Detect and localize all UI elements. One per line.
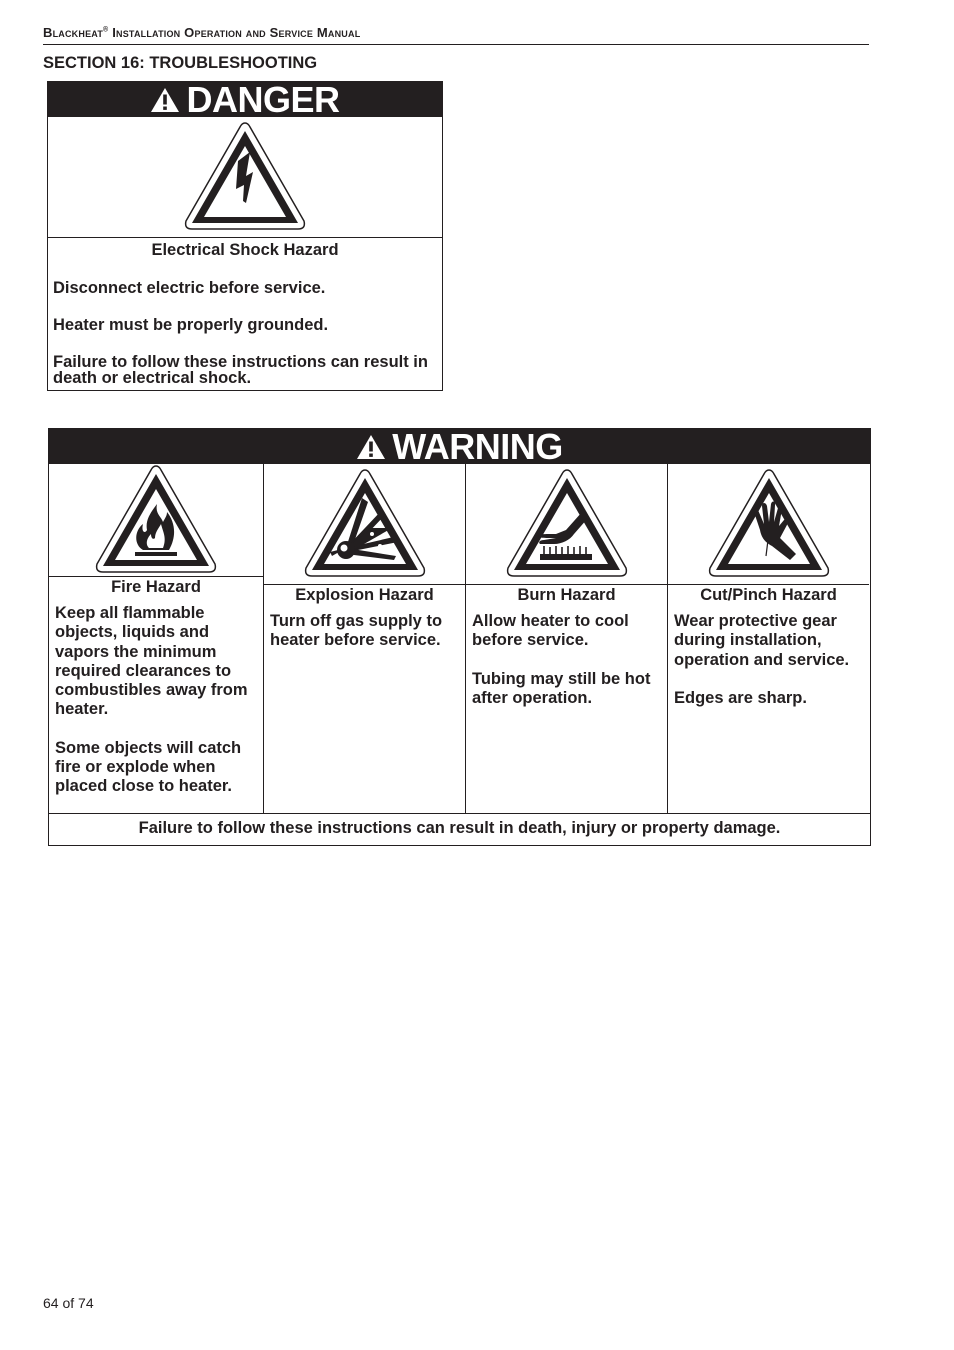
electrical-shock-icon	[182, 121, 308, 233]
explosion-hazard-title: Explosion Hazard	[295, 586, 434, 604]
burn-hazard-icon	[504, 468, 630, 580]
danger-heading: Electrical Shock Hazard	[151, 241, 339, 259]
hazard-paragraph: Turn off gas supply to heater before service.	[270, 612, 443, 650]
fire-hazard-column	[49, 464, 264, 813]
cut-pinch-hazard-icon-area	[668, 464, 869, 585]
danger-text	[48, 238, 442, 386]
warning-footer: Failure to follow these instructions can result in death, injury or property damage.	[138, 819, 781, 837]
fire-hazard-title: Fire Hazard	[111, 578, 201, 596]
alert-triangle-icon	[356, 434, 386, 460]
fire-hazard-icon-area	[49, 464, 263, 577]
brand-name: Blackheat	[43, 25, 104, 40]
fire-hazard-icon	[93, 464, 219, 576]
danger-box	[47, 78, 443, 391]
burn-hazard-title: Burn Hazard	[517, 586, 616, 604]
danger-banner	[48, 78, 442, 120]
hazard-paragraph: Edges are sharp.	[674, 688, 807, 707]
hazard-paragraph: Wear protective gear during installation, operation and service.	[674, 612, 850, 669]
danger-icon-area	[48, 117, 442, 238]
danger-line: Heater must be properly grounded.	[53, 316, 329, 334]
manual-header	[43, 24, 869, 45]
warning-banner	[49, 425, 870, 467]
cut-pinch-hazard-text	[668, 605, 869, 727]
warning-label: WARNING	[392, 425, 563, 467]
cut-pinch-hazard-title: Cut/Pinch Hazard	[700, 586, 837, 604]
manual-title: Installation Operation and Service Manual	[108, 25, 361, 40]
danger-label: DANGER	[186, 78, 340, 120]
danger-line: Disconnect electric before service.	[53, 279, 326, 297]
alert-triangle-icon	[150, 87, 180, 113]
burn-hazard-icon-area	[466, 464, 667, 585]
explosion-hazard-column	[264, 464, 466, 813]
page-number: 64 of 74	[43, 1295, 94, 1311]
warning-columns	[49, 464, 870, 814]
hazard-paragraph: Keep all flammable objects, liquids and vapors the minimum required clearances to combustibles away from heater.	[55, 604, 248, 719]
registered-mark: ®	[103, 26, 109, 34]
burn-hazard-column	[466, 464, 668, 813]
section-title: SECTION 16: TROUBLESHOOTING	[43, 54, 318, 72]
explosion-hazard-text	[264, 605, 465, 670]
explosion-hazard-icon-area	[264, 464, 465, 585]
explosion-hazard-icon	[302, 468, 428, 580]
warning-box	[48, 425, 871, 846]
hazard-paragraph: Allow heater to cool before service.	[472, 612, 629, 650]
burn-hazard-text	[466, 605, 667, 727]
hazard-paragraph: Tubing may still be hot after operation.	[472, 669, 651, 707]
danger-line: Failure to follow these instructions can result in death or electrical shock.	[53, 353, 428, 387]
fire-hazard-text	[49, 597, 263, 816]
cut-pinch-hazard-column	[668, 464, 869, 813]
cut-pinch-hazard-icon	[706, 468, 832, 580]
hazard-paragraph: Some objects will catch fire or explode when placed close to heater.	[55, 738, 242, 796]
